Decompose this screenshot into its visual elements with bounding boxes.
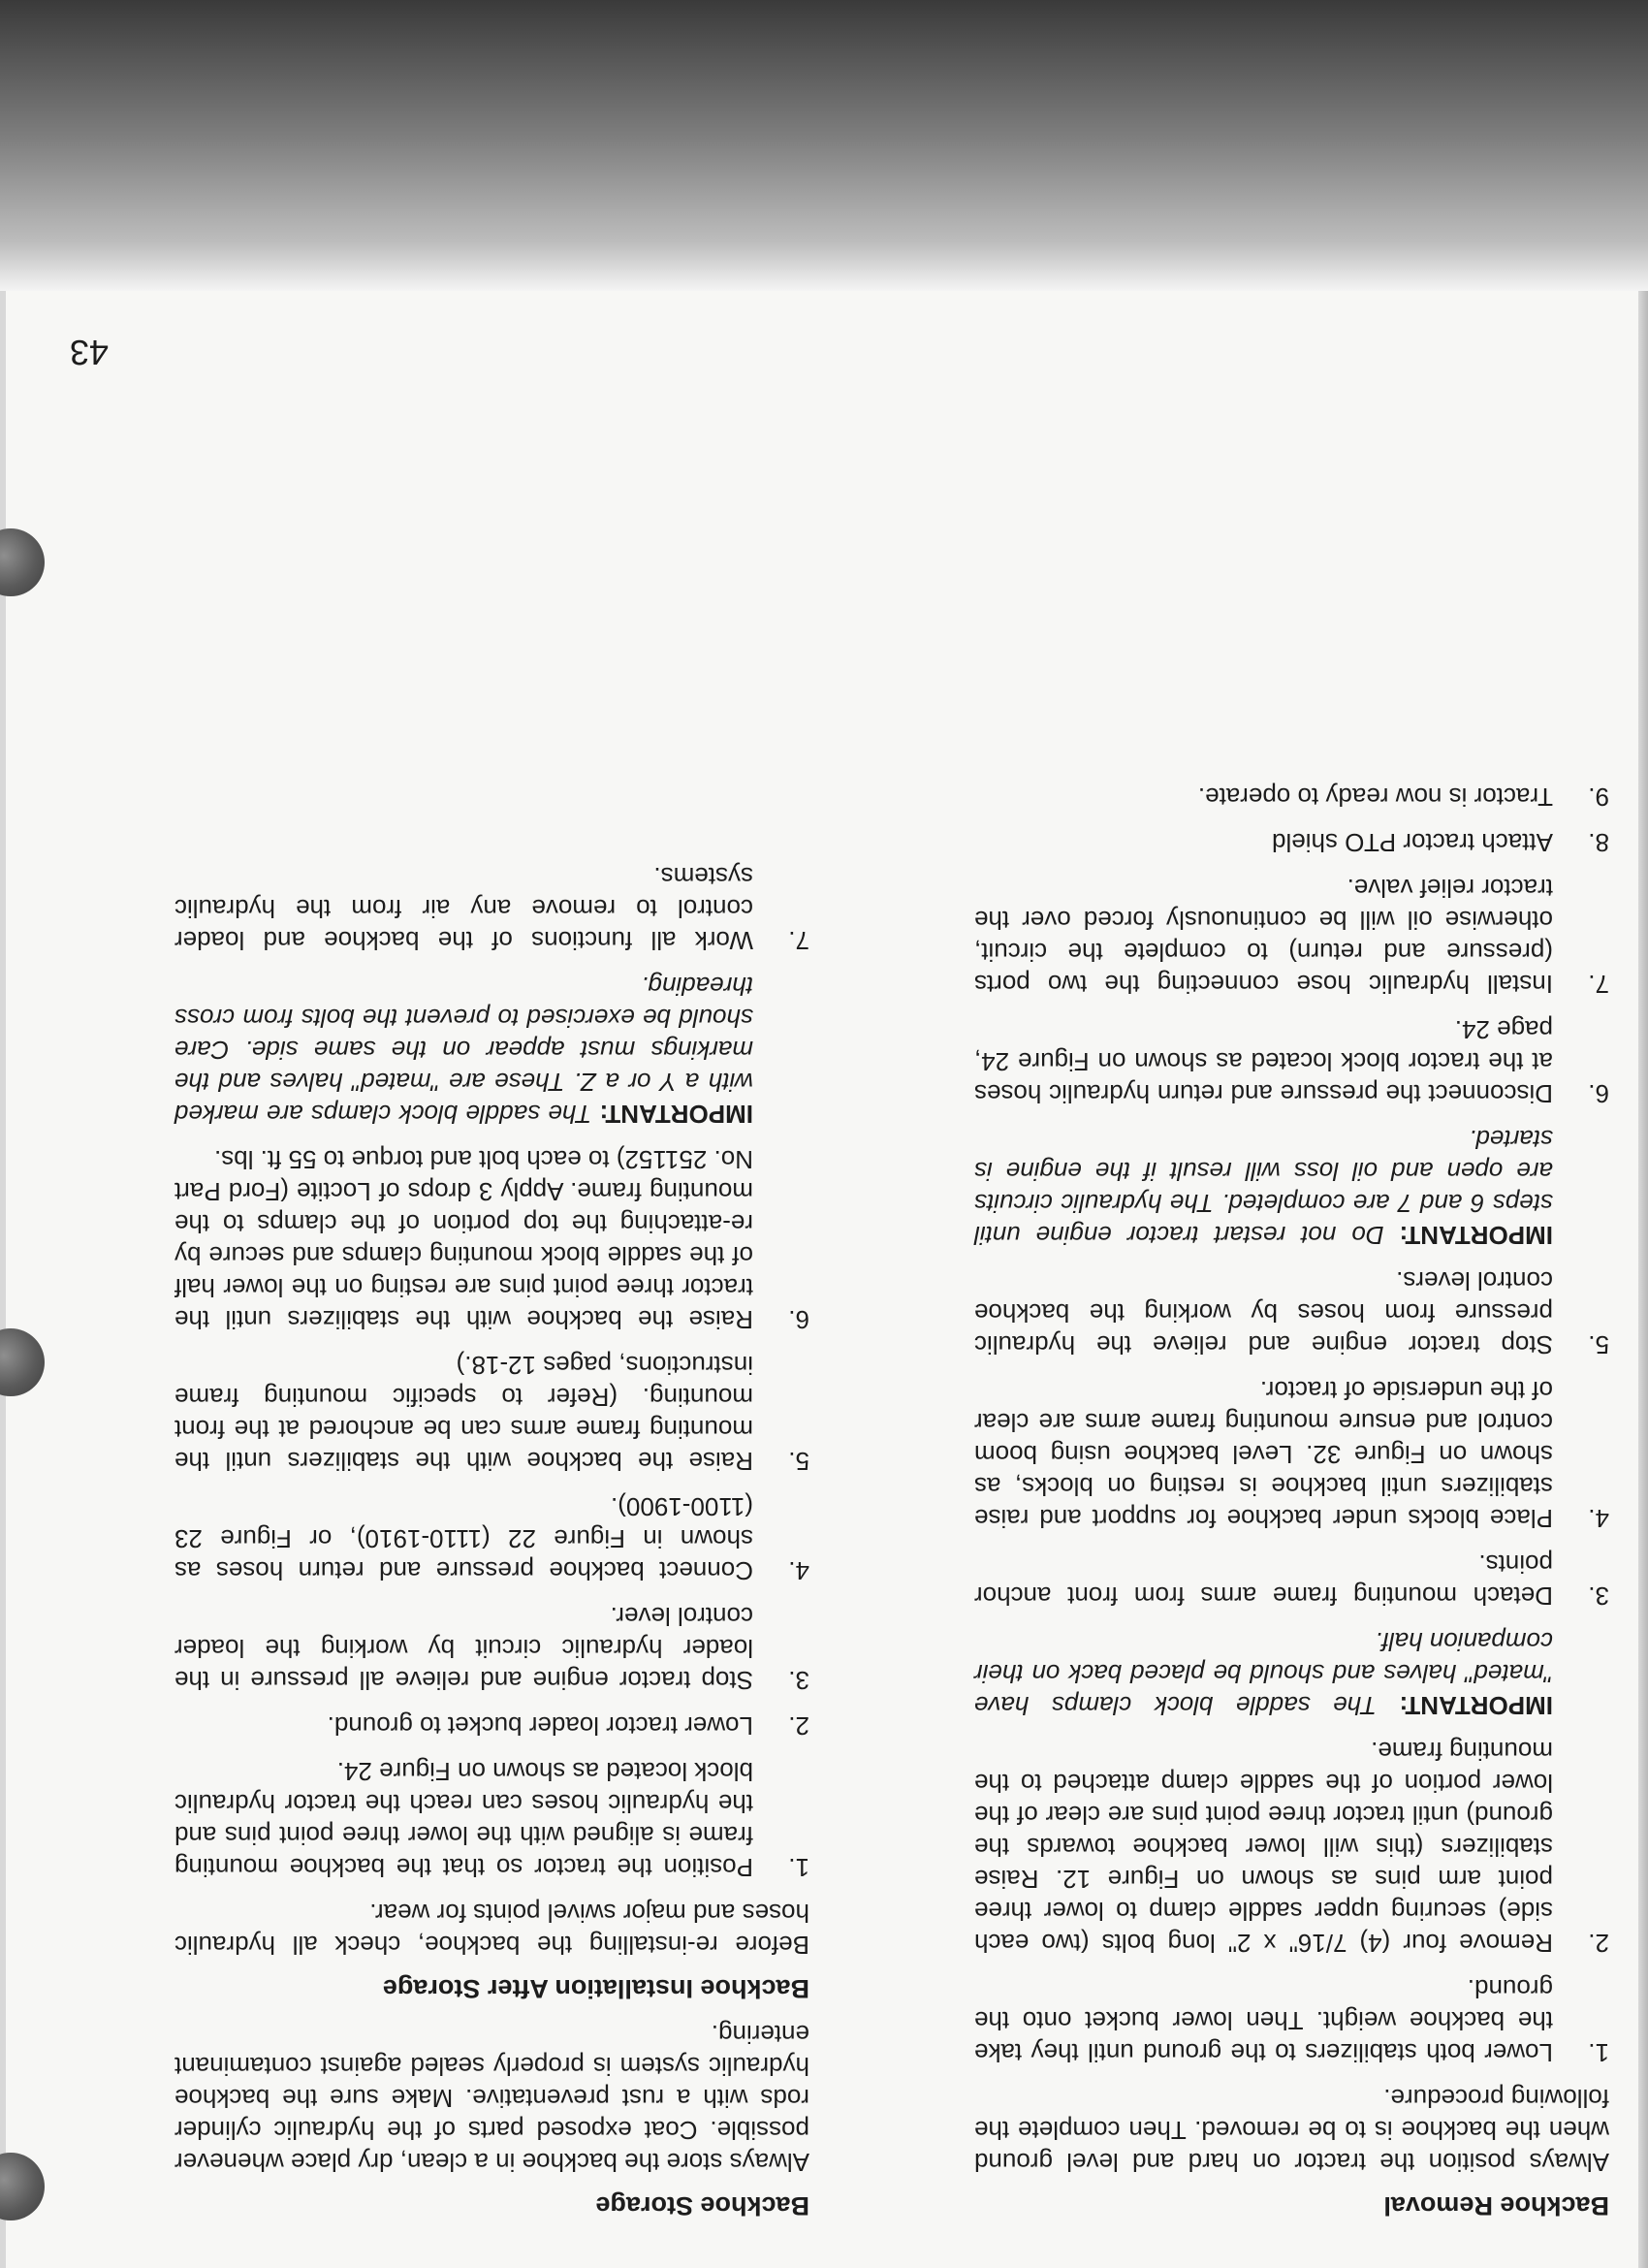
step-text: Disconnect the pressure and return hydraulic hoses at the tractor block located as shown on Figure 24, page 24. bbox=[974, 1015, 1553, 1108]
list-item bbox=[174, 1755, 809, 1883]
list-item bbox=[974, 1264, 1609, 1360]
step-number: 7. bbox=[788, 926, 809, 955]
list-item bbox=[974, 781, 1609, 813]
page-number: 43 bbox=[69, 333, 109, 372]
heading-backhoe-removal: Backhoe Removal bbox=[1383, 2191, 1609, 2220]
list-item bbox=[974, 872, 1609, 1000]
step-number: 3. bbox=[788, 1666, 809, 1695]
step-number: 4. bbox=[788, 1556, 809, 1585]
storage-text: Always store the backhoe in a clean, dry place whenever possible. Coat exposed parts of the hydraulic cylinder rods with a rust preventative. Make sure the backhoe hydraulic system is properly sealed against contaminant entering. bbox=[174, 2020, 809, 2177]
removal-steps bbox=[974, 1735, 1609, 2068]
installation-intro: Before re-installing the backhoe, check all hydraulic hoses and major swivel points for wear. bbox=[174, 1899, 809, 1960]
step-number: 9. bbox=[1588, 783, 1609, 812]
list-item bbox=[174, 1600, 809, 1696]
list-item bbox=[974, 1374, 1609, 1534]
step-number: 6. bbox=[1588, 1079, 1609, 1108]
step-number: 5. bbox=[1588, 1330, 1609, 1359]
list-item bbox=[974, 1972, 1609, 2068]
step-number: 1. bbox=[1588, 2038, 1609, 2067]
step-number: 7. bbox=[1588, 970, 1609, 999]
list-item bbox=[974, 1735, 1609, 1959]
note-label: IMPORTANT: bbox=[1399, 1691, 1553, 1720]
removal-steps-final bbox=[974, 781, 1609, 1109]
step-text: Position the tractor so that the backhoe mounting frame is aligned with the lower three point pins and the hydraulic hoses can reach the tractor hydraulic block located as shown on Figure 24. bbox=[174, 1757, 753, 1882]
list-item bbox=[174, 1709, 809, 1741]
step-text: Stop tractor engine and relieve the hydraulic pressure from hoses by working the backhoe control levers. bbox=[974, 1266, 1553, 1359]
step-number: 8. bbox=[1588, 828, 1609, 857]
note-text: Do not restart tractor engine until steps 6 and 7 are completed. The hydraulic circuits are open and oil loss will result if the engine is started. bbox=[974, 1125, 1553, 1250]
removal-intro: Always position the tractor on hard and level ground when the backhoe is to be removed. Then complete the following procedure. bbox=[974, 2084, 1609, 2177]
important-note bbox=[974, 1625, 1553, 1721]
step-text: Connect backhoe pressure and return hoses as shown in Figure 22 (1110-1910), or Figure 23 (1100-1900). bbox=[174, 1492, 753, 1585]
heading-backhoe-storage: Backhoe Storage bbox=[595, 2191, 809, 2220]
heading-installation-after-storage: Backhoe Installation After Storage bbox=[382, 1974, 809, 2003]
note-text: The saddle block clamps are marked with a Y or a Z. These are "mated" halves and the markings must appear on the same side. Care should be exercised to prevent the bolts from cross threading. bbox=[174, 972, 753, 1129]
list-item bbox=[174, 860, 809, 956]
step-text: Lower both stabilizers to the ground until they take the backhoe weight. Then lower bucket onto the ground. bbox=[974, 1974, 1553, 2067]
list-item bbox=[974, 1548, 1609, 1612]
step-text: Raise the backhoe with the stabilizers until the tractor three point pins are resting on the lower half of the saddle block mounting clamps and secure by re-attaching the top portion of the clamps to the mounting frame. Apply 3 drops of Loctite (Ford Part No. 251152) to each bolt and torque to 55 ft. lbs. bbox=[174, 1145, 753, 1334]
note-text: The saddle block clamps have "mated" halves and should be placed back on their companion half. bbox=[974, 1627, 1553, 1720]
installation-steps bbox=[174, 1143, 809, 1883]
list-item bbox=[174, 1143, 809, 1335]
installation-steps-continued bbox=[174, 860, 809, 956]
step-text: Install hydraulic hose connecting the two ports (pressure and return) to complete the circuit, otherwise oil will be continuously forced over the tractor relief valve. bbox=[974, 874, 1553, 999]
step-text: Detach mounting frame arms from front anchor points. bbox=[974, 1549, 1553, 1611]
note-label: IMPORTANT: bbox=[599, 1100, 753, 1129]
note-label: IMPORTANT: bbox=[1399, 1221, 1553, 1250]
step-number: 2. bbox=[788, 1711, 809, 1741]
step-text: Place blocks under backhoe for support and raise stabilizers until backhoe is resting on blocks, as shown on Figure 32. Level backhoe using boom control and ensure mounting frame arms are clear of the underside of tractor. bbox=[974, 1376, 1553, 1533]
step-number: 5. bbox=[788, 1447, 809, 1476]
step-number: 2. bbox=[1588, 1929, 1609, 1958]
step-text: Remove four (4) 7/16" x 2" long bolts (two each side) securing upper saddle clamp to lower three point arm pins as shown on Figure 12. Raise stabilizers (this will lower backhoe towards the ground) until tractor three point pins are clear of the lower portion of the saddle clamp attached to the mounting frame. bbox=[974, 1737, 1553, 1958]
column-storage-installation bbox=[174, 847, 809, 2221]
list-item bbox=[974, 826, 1609, 858]
step-text: Raise the backhoe with the stabilizers until the mounting frame arms can be anchored at the front mounting. (Refer to specific mounting frame instructions, pages 12-18.) bbox=[174, 1351, 753, 1476]
step-number: 4. bbox=[1588, 1504, 1609, 1533]
list-item bbox=[974, 1013, 1609, 1109]
column-removal bbox=[974, 767, 1609, 2221]
step-text: Lower tractor loader bucket to ground. bbox=[327, 1711, 753, 1741]
step-number: 1. bbox=[788, 1853, 809, 1882]
step-number: 6. bbox=[788, 1305, 809, 1334]
step-text: Stop tractor engine and relieve all pressure in the loader hydraulic circuit by working the loader control lever. bbox=[174, 1602, 753, 1695]
important-note bbox=[974, 1123, 1553, 1251]
step-text: Work all functions of the backhoe and loader control to remove any air from the hydraulic systems. bbox=[174, 862, 753, 955]
list-item bbox=[174, 1349, 809, 1477]
step-number: 3. bbox=[1588, 1581, 1609, 1611]
step-text: Tractor is now ready to operate. bbox=[1197, 783, 1553, 812]
important-note bbox=[174, 970, 753, 1130]
list-item bbox=[174, 1490, 809, 1586]
removal-steps-continued bbox=[974, 1264, 1609, 1612]
step-text: Attach tractor PTO shield bbox=[1272, 828, 1553, 857]
